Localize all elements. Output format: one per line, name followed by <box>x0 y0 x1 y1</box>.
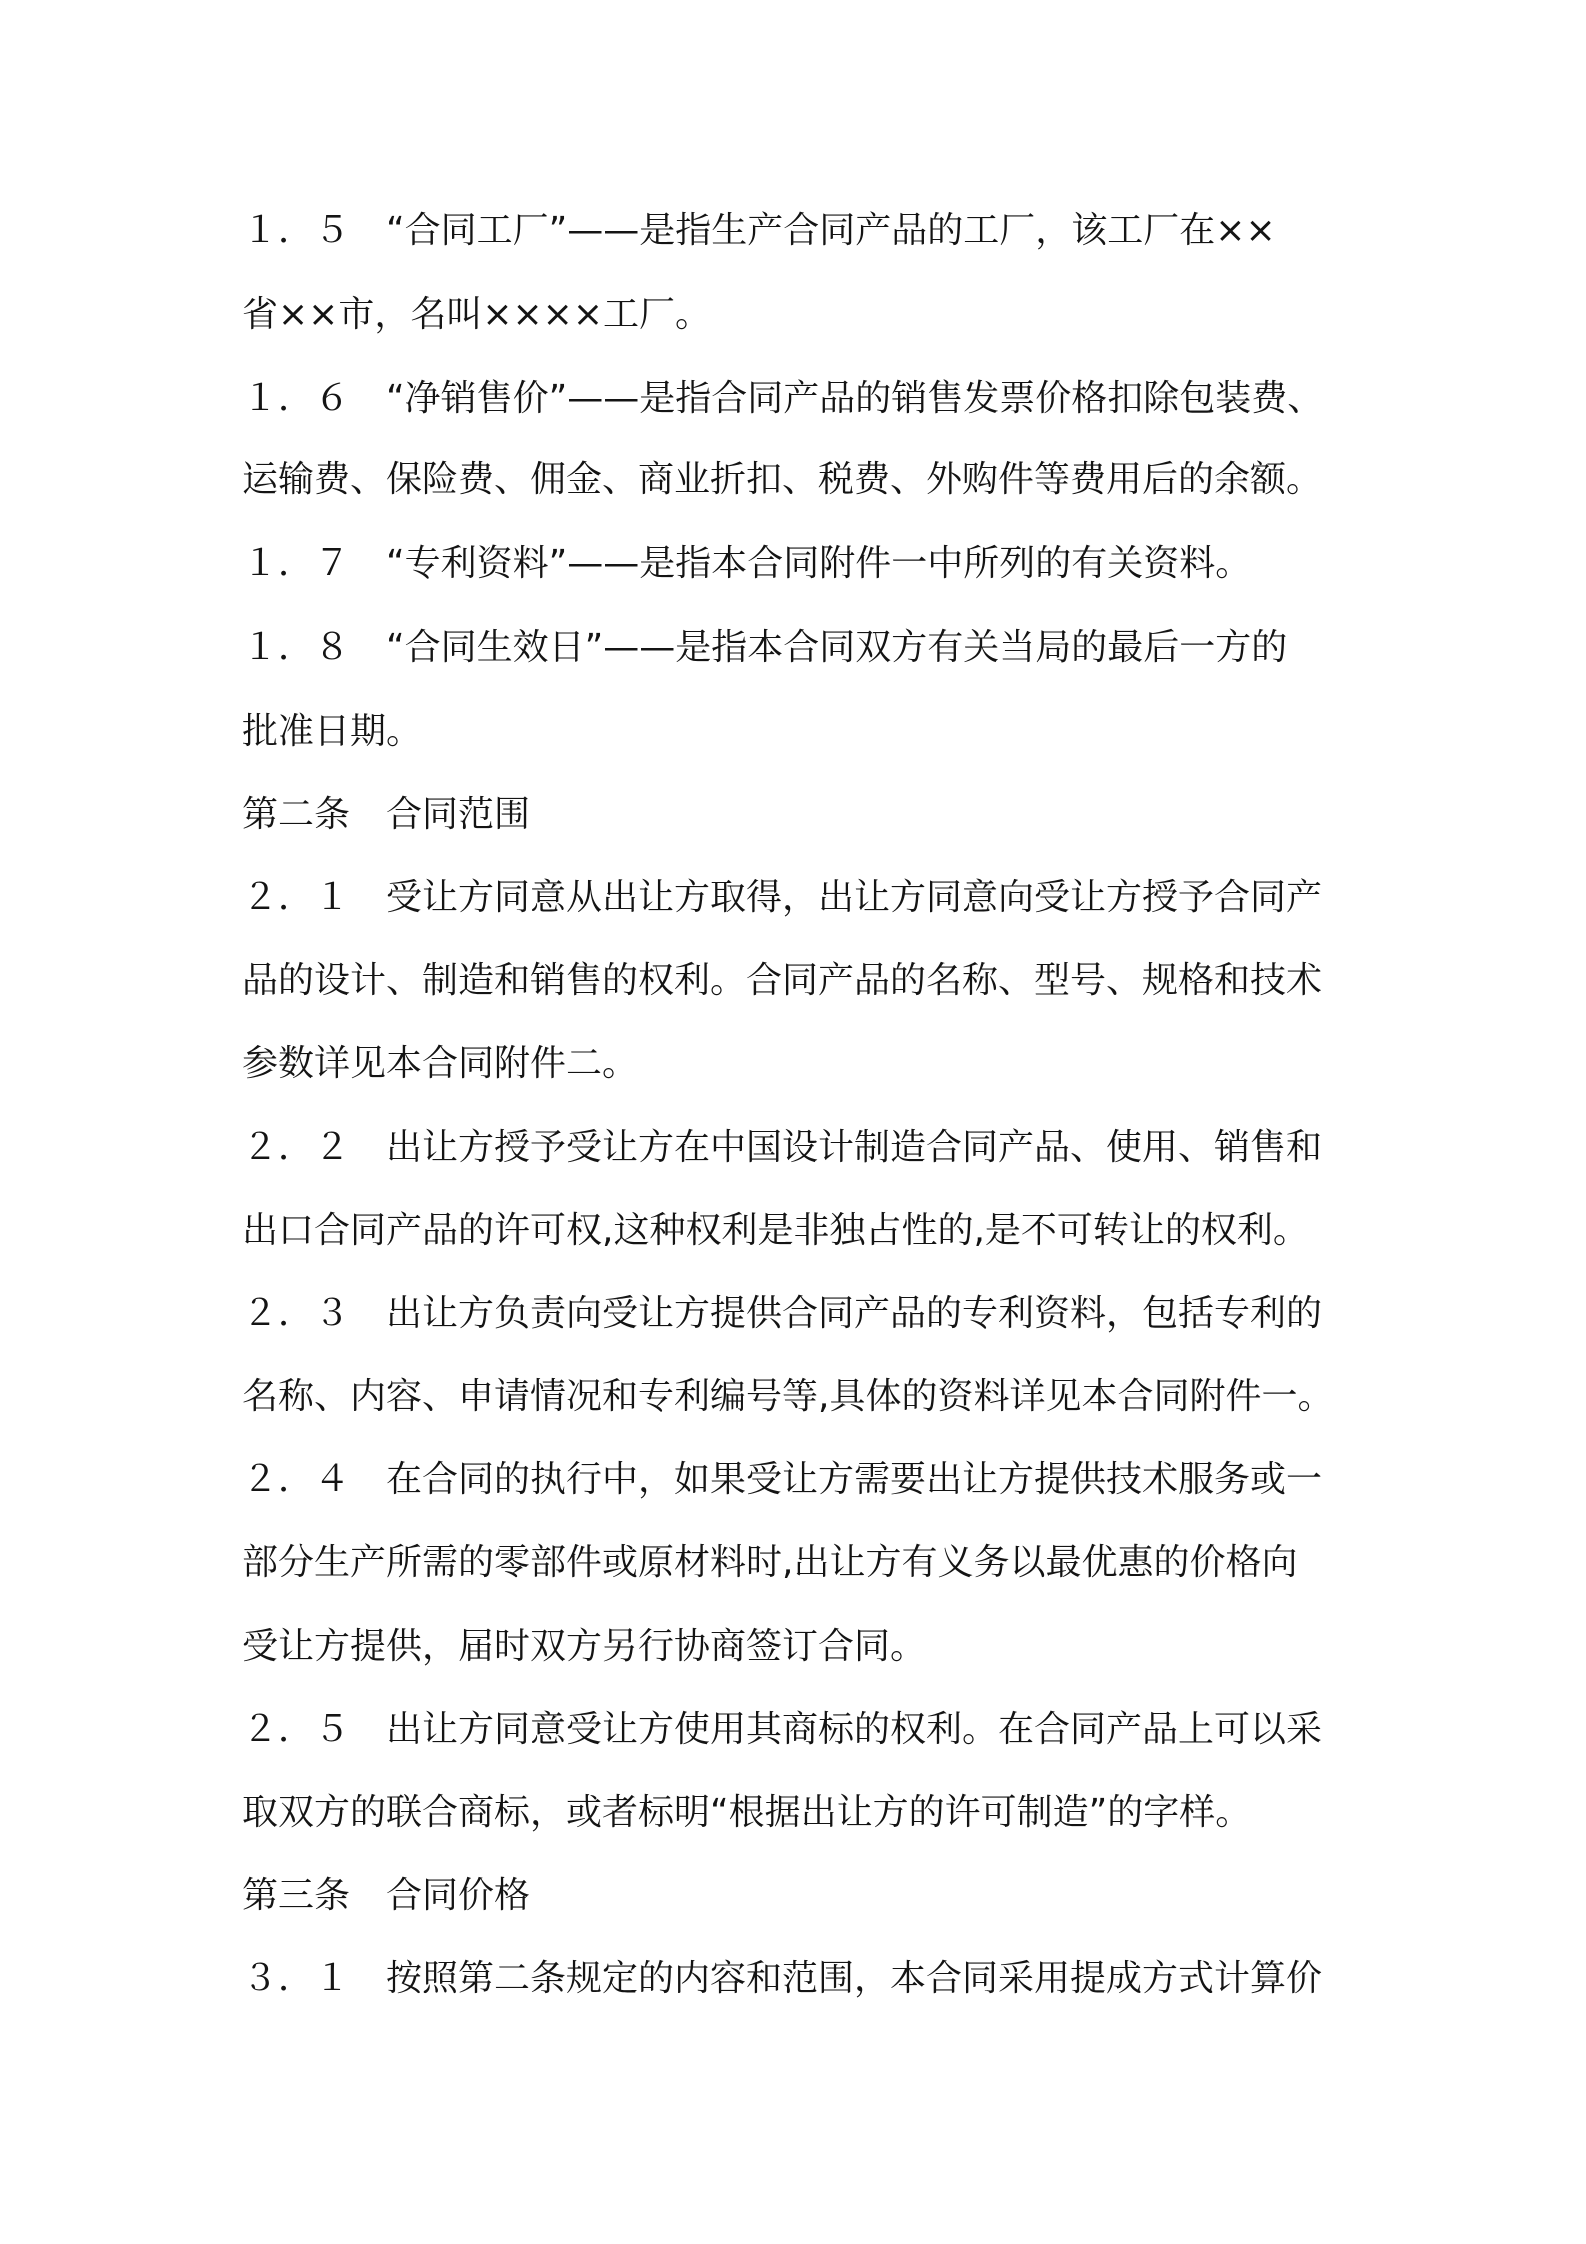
text-line: ３．１ 按照第二条规定的内容和范围，本合同采用提成方式计算价 <box>242 1958 1323 1999</box>
text-line: 批准日期。 <box>242 711 423 752</box>
text-line: １．６ “净销售价”——是指合同产品的销售发票价格扣除包装费、 <box>242 378 1324 419</box>
text-line: 参数详见本合同附件二。 <box>242 1043 639 1084</box>
text-line: 省××市，名叫××××工厂。 <box>242 294 711 335</box>
text-line: ２．１ 受让方同意从出让方取得，出让方同意向受让方授予合同产 <box>242 877 1323 918</box>
text-line: 出口合同产品的许可权,这种权利是非独占性的,是不可转让的权利。 <box>242 1210 1309 1251</box>
text-line: 取双方的联合商标，或者标明“根据出让方的许可制造”的字样。 <box>242 1792 1252 1833</box>
text-line: １．８ “合同生效日”——是指本合同双方有关当局的最后一方的 <box>242 627 1288 668</box>
text-line: 部分生产所需的零部件或原材料时,出让方有义务以最优惠的价格向 <box>242 1542 1298 1583</box>
text-line: 品的设计、制造和销售的权利。合同产品的名称、型号、规格和技术 <box>242 960 1323 1001</box>
text-line: ２．４ 在合同的执行中，如果受让方需要出让方提供技术服务或一 <box>242 1459 1323 1500</box>
section-heading: 第二条 合同范围 <box>242 794 531 835</box>
text-line: 运输费、保险费、佣金、商业折扣、税费、外购件等费用后的余额。 <box>242 459 1323 500</box>
text-line: 名称、内容、申请情况和专利编号等,具体的资料详见本合同附件一。 <box>242 1376 1334 1417</box>
text-line: ２．２ 出让方授予受让方在中国设计制造合同产品、使用、销售和 <box>242 1127 1323 1168</box>
section-heading: 第三条 合同价格 <box>242 1875 531 1916</box>
text-line: 受让方提供，届时双方另行协商签订合同。 <box>242 1626 927 1667</box>
text-line: １．５ “合同工厂”——是指生产合同产品的工厂，该工厂在×× <box>242 210 1276 251</box>
text-line: ２．３ 出让方负责向受让方提供合同产品的专利资料，包括专利的 <box>242 1293 1323 1334</box>
text-line: ２．５ 出让方同意受让方使用其商标的权利。在合同产品上可以采 <box>242 1709 1323 1750</box>
text-line: １．７ “专利资料”——是指本合同附件一中所列的有关资料。 <box>242 543 1252 584</box>
